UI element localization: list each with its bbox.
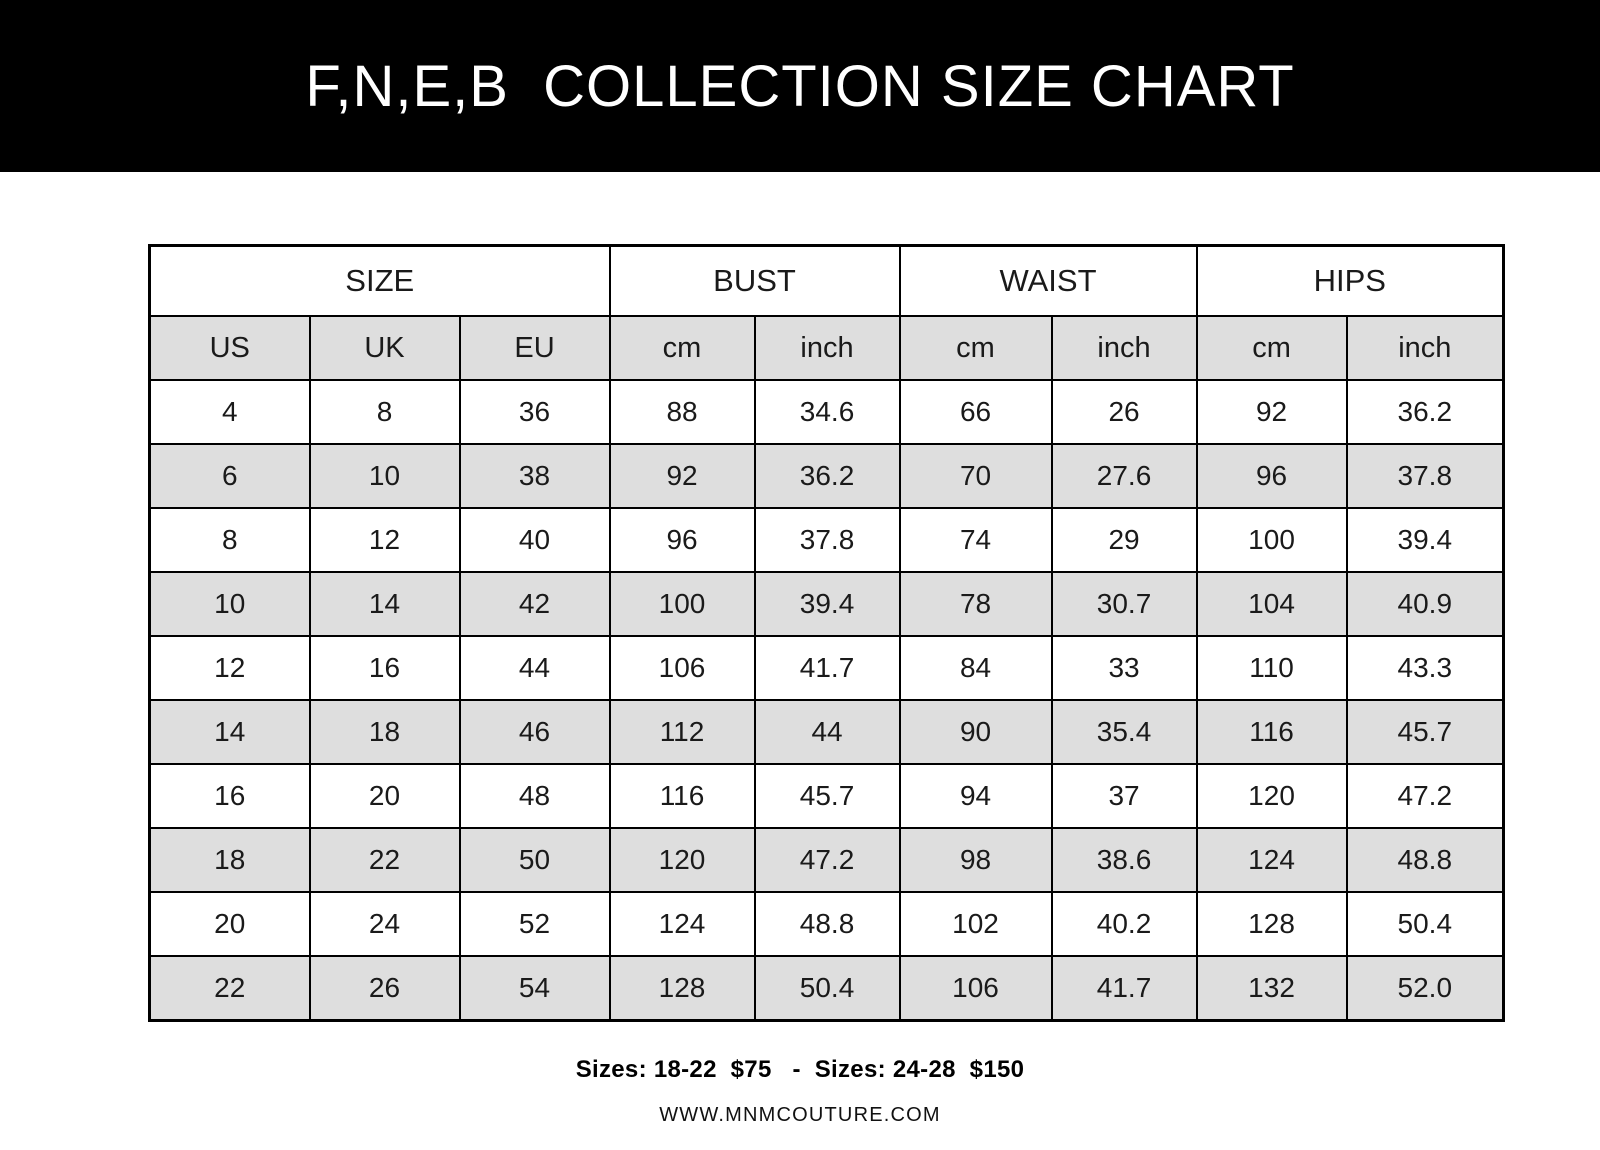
cell-hips-cm: 120 bbox=[1197, 764, 1347, 828]
cell-uk: 16 bbox=[310, 636, 460, 700]
cell-bust-inch: 50.4 bbox=[755, 956, 900, 1020]
unit-header-waist-cm: cm bbox=[900, 316, 1052, 380]
table-row bbox=[150, 636, 1504, 700]
cell-hips-inch: 36.2 bbox=[1347, 380, 1504, 444]
cell-bust-cm: 112 bbox=[610, 700, 755, 764]
cell-us: 12 bbox=[150, 636, 310, 700]
header-band bbox=[0, 0, 1600, 172]
cell-bust-cm: 106 bbox=[610, 636, 755, 700]
page-title: F,N,E,B COLLECTION SIZE CHART bbox=[305, 53, 1295, 119]
cell-us: 6 bbox=[150, 444, 310, 508]
cell-eu: 38 bbox=[460, 444, 610, 508]
cell-bust-cm: 88 bbox=[610, 380, 755, 444]
cell-hips-inch: 37.8 bbox=[1347, 444, 1504, 508]
cell-bust-inch: 37.8 bbox=[755, 508, 900, 572]
unit-header-us: US bbox=[150, 316, 310, 380]
cell-uk: 26 bbox=[310, 956, 460, 1020]
cell-hips-inch: 47.2 bbox=[1347, 764, 1504, 828]
cell-hips-cm: 116 bbox=[1197, 700, 1347, 764]
table-row bbox=[150, 892, 1504, 956]
cell-hips-cm: 92 bbox=[1197, 380, 1347, 444]
cell-uk: 8 bbox=[310, 380, 460, 444]
cell-bust-inch: 36.2 bbox=[755, 444, 900, 508]
cell-bust-cm: 96 bbox=[610, 508, 755, 572]
cell-us: 18 bbox=[150, 828, 310, 892]
cell-waist-inch: 38.6 bbox=[1052, 828, 1197, 892]
cell-bust-cm: 124 bbox=[610, 892, 755, 956]
cell-uk: 24 bbox=[310, 892, 460, 956]
cell-hips-cm: 100 bbox=[1197, 508, 1347, 572]
cell-bust-cm: 120 bbox=[610, 828, 755, 892]
cell-waist-inch: 33 bbox=[1052, 636, 1197, 700]
cell-hips-inch: 39.4 bbox=[1347, 508, 1504, 572]
cell-eu: 52 bbox=[460, 892, 610, 956]
cell-waist-cm: 94 bbox=[900, 764, 1052, 828]
cell-waist-cm: 98 bbox=[900, 828, 1052, 892]
unit-header-eu: EU bbox=[460, 316, 610, 380]
cell-waist-inch: 27.6 bbox=[1052, 444, 1197, 508]
cell-bust-inch: 39.4 bbox=[755, 572, 900, 636]
cell-bust-cm: 116 bbox=[610, 764, 755, 828]
cell-bust-inch: 34.6 bbox=[755, 380, 900, 444]
group-header-bust: BUST bbox=[610, 246, 900, 317]
cell-uk: 20 bbox=[310, 764, 460, 828]
unit-header-bust-inch: inch bbox=[755, 316, 900, 380]
cell-waist-inch: 26 bbox=[1052, 380, 1197, 444]
cell-waist-inch: 40.2 bbox=[1052, 892, 1197, 956]
cell-hips-cm: 110 bbox=[1197, 636, 1347, 700]
group-header-hips: HIPS bbox=[1197, 246, 1504, 317]
footer bbox=[0, 1056, 1600, 1127]
cell-us: 10 bbox=[150, 572, 310, 636]
cell-waist-inch: 29 bbox=[1052, 508, 1197, 572]
unit-header-bust-cm: cm bbox=[610, 316, 755, 380]
cell-hips-inch: 52.0 bbox=[1347, 956, 1504, 1020]
cell-waist-cm: 106 bbox=[900, 956, 1052, 1020]
cell-hips-inch: 48.8 bbox=[1347, 828, 1504, 892]
cell-bust-inch: 45.7 bbox=[755, 764, 900, 828]
cell-eu: 42 bbox=[460, 572, 610, 636]
cell-bust-inch: 41.7 bbox=[755, 636, 900, 700]
cell-uk: 14 bbox=[310, 572, 460, 636]
group-header-size: SIZE bbox=[150, 246, 610, 317]
table-container bbox=[0, 172, 1600, 1022]
cell-hips-cm: 124 bbox=[1197, 828, 1347, 892]
table-row bbox=[150, 956, 1504, 1020]
cell-waist-cm: 66 bbox=[900, 380, 1052, 444]
cell-waist-inch: 37 bbox=[1052, 764, 1197, 828]
group-header-waist: WAIST bbox=[900, 246, 1197, 317]
cell-bust-inch: 44 bbox=[755, 700, 900, 764]
cell-eu: 48 bbox=[460, 764, 610, 828]
cell-us: 4 bbox=[150, 380, 310, 444]
cell-bust-inch: 47.2 bbox=[755, 828, 900, 892]
cell-hips-inch: 40.9 bbox=[1347, 572, 1504, 636]
cell-waist-cm: 70 bbox=[900, 444, 1052, 508]
cell-hips-inch: 50.4 bbox=[1347, 892, 1504, 956]
cell-uk: 12 bbox=[310, 508, 460, 572]
cell-waist-cm: 102 bbox=[900, 892, 1052, 956]
unit-header-uk: UK bbox=[310, 316, 460, 380]
table-row bbox=[150, 828, 1504, 892]
unit-header-row bbox=[150, 316, 1504, 380]
cell-waist-cm: 78 bbox=[900, 572, 1052, 636]
cell-uk: 22 bbox=[310, 828, 460, 892]
cell-hips-inch: 43.3 bbox=[1347, 636, 1504, 700]
size-chart-table bbox=[148, 244, 1505, 1022]
table-row bbox=[150, 764, 1504, 828]
cell-us: 20 bbox=[150, 892, 310, 956]
cell-bust-cm: 92 bbox=[610, 444, 755, 508]
price-note: Sizes: 18-22 $75 - Sizes: 24-28 $150 bbox=[575, 1055, 1025, 1083]
cell-hips-inch: 45.7 bbox=[1347, 700, 1504, 764]
cell-eu: 54 bbox=[460, 956, 610, 1020]
table-row bbox=[150, 508, 1504, 572]
cell-hips-cm: 132 bbox=[1197, 956, 1347, 1020]
table-header bbox=[150, 246, 1504, 381]
cell-eu: 46 bbox=[460, 700, 610, 764]
unit-header-hips-inch: inch bbox=[1347, 316, 1504, 380]
cell-bust-inch: 48.8 bbox=[755, 892, 900, 956]
cell-waist-cm: 84 bbox=[900, 636, 1052, 700]
cell-us: 8 bbox=[150, 508, 310, 572]
cell-waist-inch: 30.7 bbox=[1052, 572, 1197, 636]
unit-header-hips-cm: cm bbox=[1197, 316, 1347, 380]
group-header-row bbox=[150, 246, 1504, 317]
cell-eu: 36 bbox=[460, 380, 610, 444]
cell-us: 22 bbox=[150, 956, 310, 1020]
cell-hips-cm: 104 bbox=[1197, 572, 1347, 636]
cell-us: 16 bbox=[150, 764, 310, 828]
cell-uk: 10 bbox=[310, 444, 460, 508]
table-body bbox=[150, 380, 1504, 1020]
cell-bust-cm: 128 bbox=[610, 956, 755, 1020]
table-row bbox=[150, 572, 1504, 636]
cell-waist-cm: 90 bbox=[900, 700, 1052, 764]
cell-hips-cm: 128 bbox=[1197, 892, 1347, 956]
cell-eu: 50 bbox=[460, 828, 610, 892]
cell-eu: 40 bbox=[460, 508, 610, 572]
cell-hips-cm: 96 bbox=[1197, 444, 1347, 508]
table-row bbox=[150, 444, 1504, 508]
cell-bust-cm: 100 bbox=[610, 572, 755, 636]
unit-header-waist-inch: inch bbox=[1052, 316, 1197, 380]
cell-uk: 18 bbox=[310, 700, 460, 764]
cell-waist-inch: 35.4 bbox=[1052, 700, 1197, 764]
table-row bbox=[150, 700, 1504, 764]
cell-eu: 44 bbox=[460, 636, 610, 700]
cell-waist-inch: 41.7 bbox=[1052, 956, 1197, 1020]
cell-us: 14 bbox=[150, 700, 310, 764]
table-row bbox=[150, 380, 1504, 444]
cell-waist-cm: 74 bbox=[900, 508, 1052, 572]
website-url: WWW.MNMCOUTURE.COM bbox=[659, 1103, 941, 1126]
